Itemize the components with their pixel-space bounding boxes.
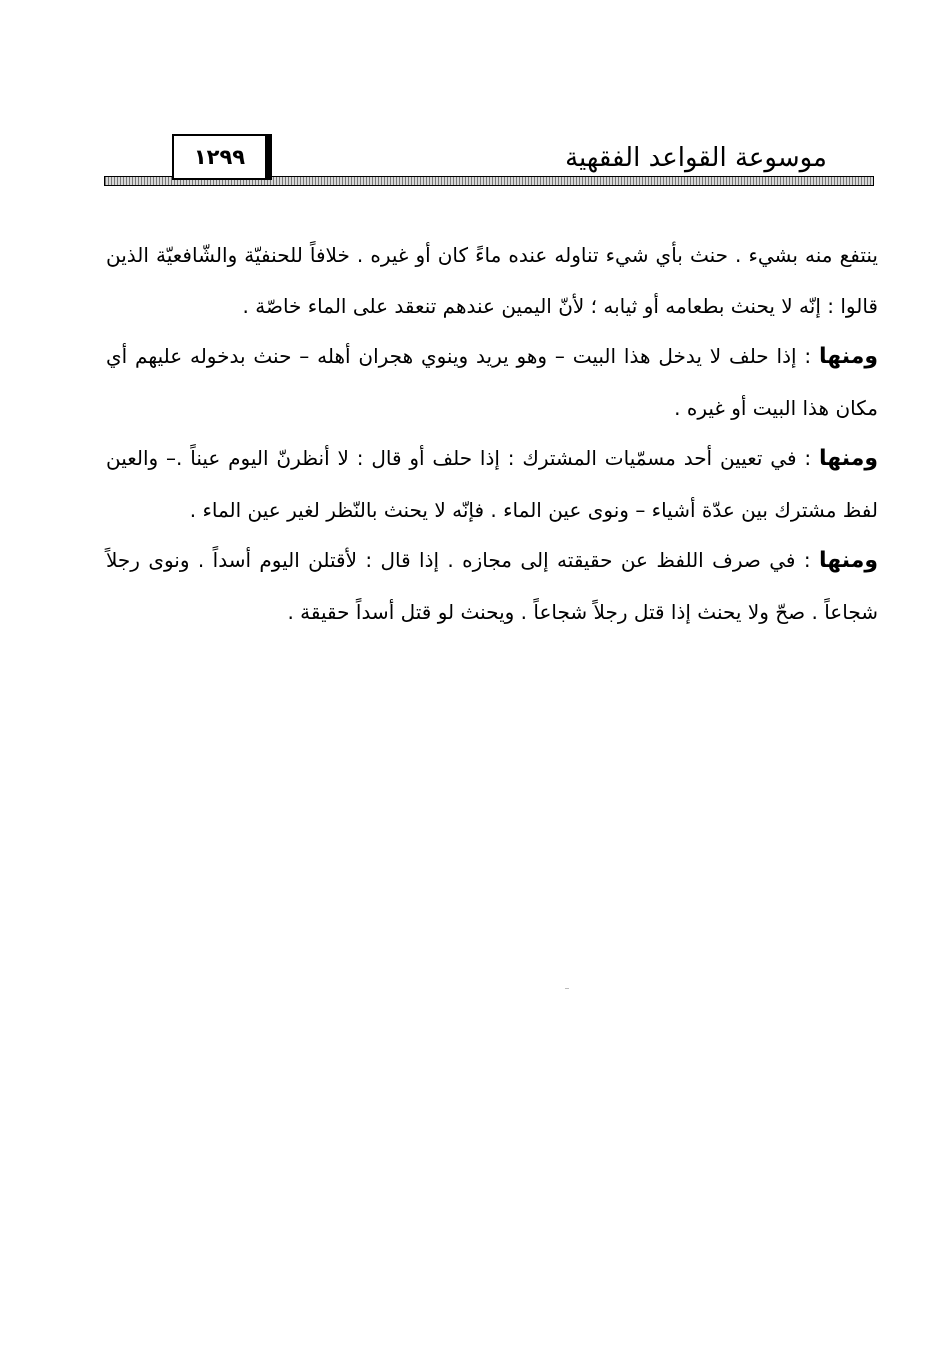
paragraph-4 [106, 535, 878, 637]
paragraph-lead: ومنها [818, 446, 878, 471]
body-text [106, 230, 878, 637]
paragraph-text: : إذا حلف لا يدخل هذا البيت – وهو يريد وينوي هجران أهله – حنث بدخوله عليهم أي مكان هذا البيت أو غيره . [106, 344, 878, 420]
paragraph-1: ينتفع منه بشيء . حنث بأي شيء تناوله عنده ماءً كان أو غيره . خلافاً للحنفيّة والشّافعيّة الذين قالوا : إنّه لا يحنث بطعامه أو ثيابه ؛ لأنّ اليمين عندهم تنعقد على الماء خاصّة . [106, 243, 878, 318]
running-header-title: موسوعة القواعد الفقهية [565, 143, 827, 173]
page-number: ١٢٩٩ [172, 134, 272, 180]
paragraph-3 [106, 433, 878, 535]
scan-speck [565, 988, 569, 989]
paragraph-text: : في تعيين أحد مسمّيات المشترك : إذا حلف أو قال : لا أنظرنّ اليوم عيناً .– والعين لفظ مشترك بين عدّة أشياء – ونوى عين الماء . فإنّه لا يحنث بالنّظر لغير عين الماء . [106, 446, 878, 522]
paragraph-lead: ومنها [818, 344, 878, 369]
paragraph-lead: ومنها [818, 548, 878, 573]
paragraph-2 [106, 331, 878, 433]
paragraph-text: : في صرف اللفظ عن حقيقته إلى مجازه . إذا قال : لأقتلن اليوم أسداً . ونوى رجلاً شجاعاً . صحّ ولا يحنث إذا قتل رجلاً شجاعاً . ويحنث لو قتل أسداً حقيقة . [106, 548, 878, 624]
